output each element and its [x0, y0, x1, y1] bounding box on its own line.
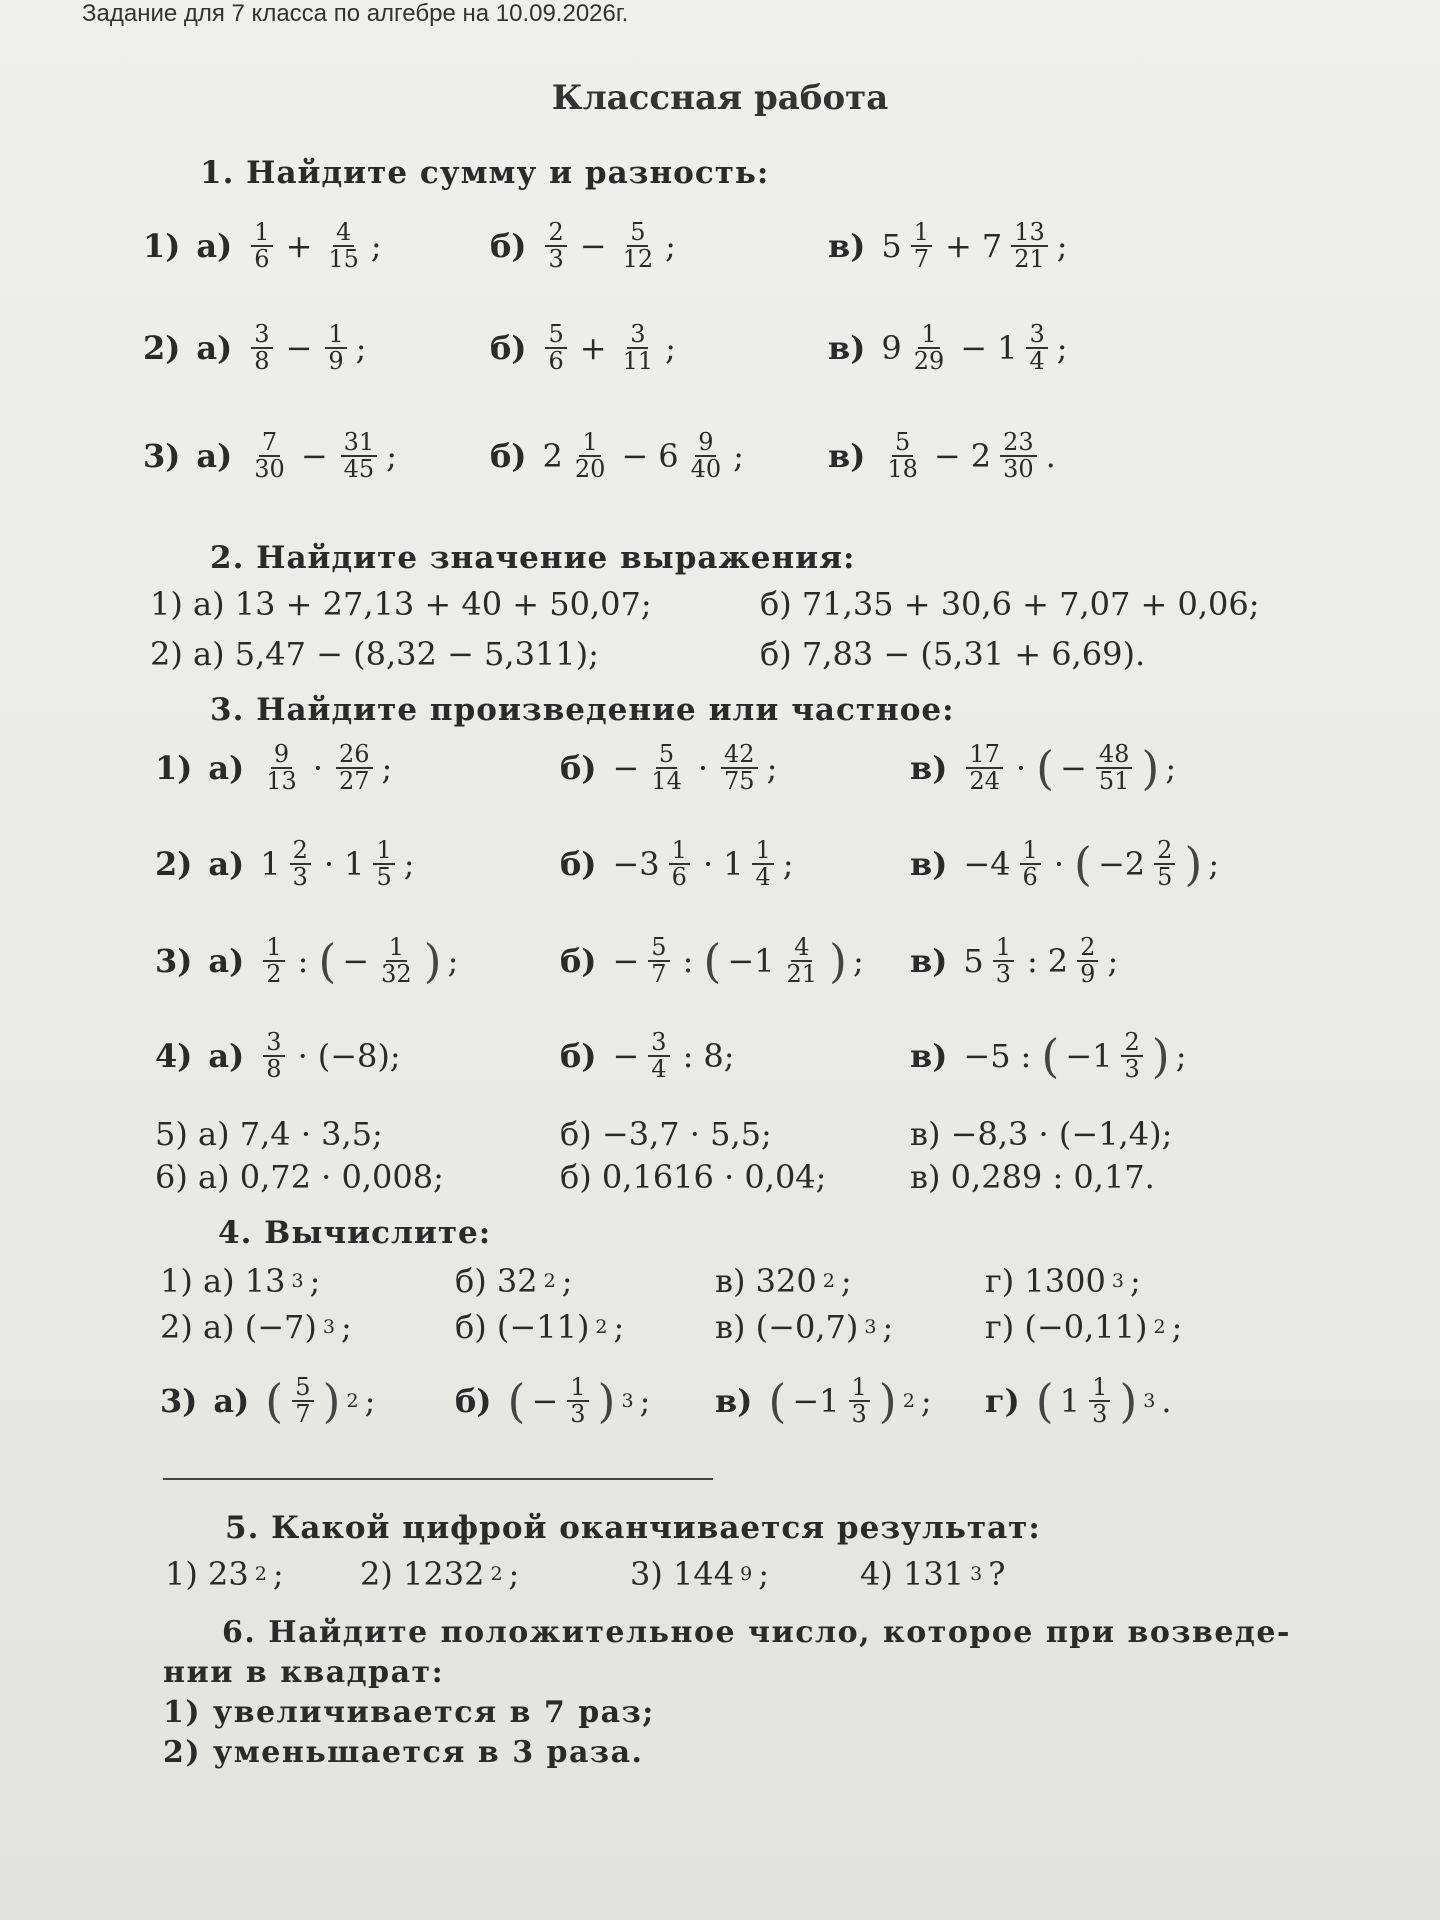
task1-row1-b: б) $\frac{2}{3}$ − $\frac{5}{12}$ ; — [490, 218, 676, 274]
task5-title: 5. Какой цифрой оканчивается результат: — [225, 1510, 1041, 1546]
task4-row3-d: г) ( 1 $\frac{1}{3}$ ) 3 . — [985, 1373, 1172, 1429]
task3-row6-b: б) 0,1616 · 0,04; — [560, 1158, 827, 1196]
task6-item-2: 2) уменьшается в 3 раза. — [163, 1735, 644, 1770]
task5-item-1: 1) 23 2 ; — [165, 1555, 284, 1593]
task2-title: 2. Найдите значение выражения: — [210, 540, 856, 576]
task3-row4-c: в) −5 : ( −1 $\frac{2}{3}$ ) ; — [910, 1028, 1187, 1084]
task4-row2-d: г) (−0,11) 2 ; — [985, 1308, 1183, 1346]
task3-row5-c: в) −8,3 · (−1,4); — [910, 1115, 1173, 1153]
task3-row5-a: 5) а) 7,4 · 3,5; — [155, 1115, 383, 1153]
task4-row3-a: 3) а) ( $\frac{5}{7}$ ) 2 ; — [160, 1373, 376, 1429]
task3-row6-c: в) 0,289 : 0,17. — [910, 1158, 1155, 1196]
task3-row4-a: 4) а) $\frac{3}{8}$ · (−8); — [155, 1028, 401, 1084]
task4-row3-b: б) ( − $\frac{1}{3}$ ) 3 ; — [455, 1373, 651, 1429]
task4-row1-a: 1) а) 13 3 ; — [160, 1262, 321, 1300]
task1-title: 1. Найдите сумму и разность: — [200, 155, 770, 191]
task2-row1-b: б) 71,35 + 30,6 + 7,07 + 0,06; — [760, 585, 1260, 623]
task3-row5-b: б) −3,7 · 5,5; — [560, 1115, 772, 1153]
task3-row3-b: б) − $\frac{5}{7}$ : ( −1 $\frac{4}{21}$ ) ; — [560, 933, 864, 989]
task4-row1-b: б) 32 2 ; — [455, 1262, 573, 1300]
task3-row1-b: б) − $\frac{5}{14}$ · $\frac{42}{75}$ ; — [560, 740, 778, 796]
task3-row3-a: 3) а) $\frac{1}{2}$ : ( − $\frac{1}{32}$ ) ; — [155, 933, 459, 989]
task5-item-3: 3) 144 9 ; — [630, 1555, 769, 1593]
task6-item-1: 1) увеличивается в 7 раз; — [163, 1695, 655, 1730]
task3-row6-a: 6) а) 0,72 · 0,008; — [155, 1158, 444, 1196]
task4-row3-c: в) ( −1 $\frac{1}{3}$ ) 2 ; — [715, 1373, 932, 1429]
task1-row3-b: б) 2 $\frac{1}{20}$ − 6 $\frac{9}{40}$ ; — [490, 428, 744, 484]
task1-row2-a: 2) а) $\frac{3}{8}$ − $\frac{1}{9}$ ; — [143, 320, 367, 376]
task5-item-2: 2) 1232 2 ; — [360, 1555, 520, 1593]
task1-row2-c: в) 9 $\frac{1}{29}$ − 1 $\frac{3}{4}$ ; — [828, 320, 1068, 376]
task3-row3-c: в) 5 $\frac{1}{3}$ : 2 $\frac{2}{9}$ ; — [910, 933, 1119, 989]
task2-row2-b: б) 7,83 − (5,31 + 6,69). — [760, 635, 1146, 673]
task5-item-4: 4) 131 3 ? — [860, 1555, 1006, 1593]
task4-row1-c: в) 320 2 ; — [715, 1262, 852, 1300]
task3-title: 3. Найдите произведение или частное: — [210, 692, 955, 728]
task4-row2-a: 2) а) (−7) 3 ; — [160, 1308, 352, 1346]
task6-title-cont: нии в квадрат: — [163, 1655, 445, 1690]
task4-row1-d: г) 1300 3 ; — [985, 1262, 1141, 1300]
task1-row2-b: б) $\frac{5}{6}$ + $\frac{3}{11}$ ; — [490, 320, 676, 376]
task2-row1-a: 1) а) 13 + 27,13 + 40 + 50,07; — [150, 585, 652, 623]
task3-row2-b: б) −3 $\frac{1}{6}$ · 1 $\frac{1}{4}$ ; — [560, 836, 794, 892]
task1-row3-a: 3) а) $\frac{7}{30}$ − $\frac{31}{45}$ ; — [143, 428, 397, 484]
task4-row2-b: б) (−11) 2 ; — [455, 1308, 625, 1346]
assignment-header: Задание для 7 класса по алгебре на 10.09.2026г. — [82, 0, 629, 27]
task1-row1-c: в) 5 $\frac{1}{7}$ + 7 $\frac{13}{21}$ ; — [828, 218, 1068, 274]
section-divider — [163, 1478, 713, 1480]
task6-title: 6. Найдите положительное число, которое при возведе- — [222, 1615, 1291, 1650]
task3-row1-c: в) $\frac{17}{24}$ · ( − $\frac{48}{51}$ ) ; — [910, 740, 1177, 796]
task3-row4-b: б) − $\frac{3}{4}$ : 8; — [560, 1028, 735, 1084]
task3-row1-a: 1) а) $\frac{9}{13}$ · $\frac{26}{27}$ ; — [155, 740, 393, 796]
task2-row2-a: 2) а) 5,47 − (8,32 − 5,311); — [150, 635, 599, 673]
task4-row2-c: в) (−0,7) 3 ; — [715, 1308, 894, 1346]
task3-row2-c: в) −4 $\frac{1}{6}$ · ( −2 $\frac{2}{5}$ ) ; — [910, 836, 1220, 892]
task3-row2-a: 2) а) 1 $\frac{2}{3}$ · 1 $\frac{1}{5}$ ; — [155, 836, 415, 892]
task4-title: 4. Вычислите: — [218, 1215, 492, 1251]
task1-row1-a: 1) а) $\frac{1}{6}$ + $\frac{4}{15}$ ; — [143, 218, 382, 274]
task1-row3-c: в) $\frac{5}{18}$ − 2 $\frac{23}{30}$ . — [828, 428, 1056, 484]
page-title: Классная работа — [551, 78, 889, 118]
